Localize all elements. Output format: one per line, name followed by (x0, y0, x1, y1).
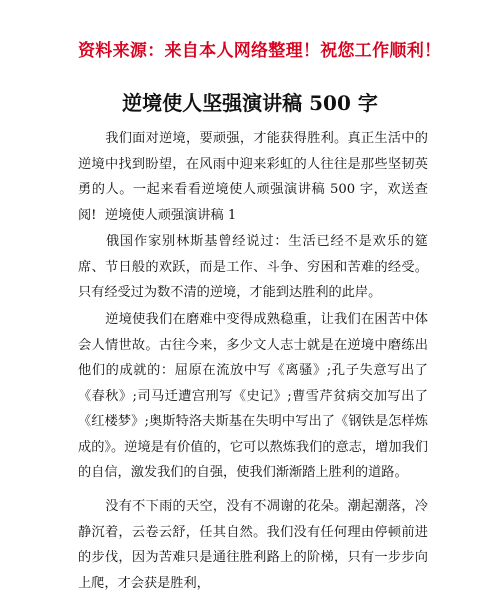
speech-subtitle (78, 203, 428, 229)
body-paragraph-1 (78, 229, 428, 306)
page-title: 逆境使人坚强演讲稿 500 字 (122, 91, 378, 115)
body-text-3: 没有不下雨的天空，没有不凋谢的花朵。潮起潮落，冷静沉着，云卷云舒，任其自然。我们没有任何理由停顿前进的步伐，因为苦难只是通往胜利路上的阶梯，只有一步步向上爬，才会获是胜利， (78, 499, 428, 591)
body-text-1: 俄国作家别林斯基曾经说过：生活已经不是欢乐的筵席、节日般的欢跃，而是工作、斗争、穷困和苦难的经受。只有经受过为数不清的逆境，才能到达胜利的此岸。 (78, 234, 428, 300)
subtitle-text: 逆境使人顽强演讲稿 1 (105, 208, 237, 223)
body-paragraph-3 (78, 494, 428, 596)
body-paragraph-2 (78, 307, 428, 486)
source-banner: 资料来源：来自本人网络整理！祝您工作顺利！ (78, 41, 442, 61)
body-text-2: 逆境使我们在磨难中变得成熟稳重，让我们在困苦中体会人情世故。古往今来，多少文人志士就是在逆境中磨练出他们的成就的：屈原在流放中写《离骚》;孔子失意写出了《春秋》;司马迁遭宫刑写《史记》;曹雪芹贫病交加写出了《红楼梦》;奥斯特洛夫斯基在失明中写出了《钢铁是怎样炼成的》。逆境是有价值的，它可以熬炼我们的意志，增加我们的自信，激发我们的自强，使我们渐渐踏上胜利的道路。 (78, 312, 428, 480)
intro-text: 我们面对逆境，要顽强，才能获得胜利。真正生活中的逆境中找到盼望，在风雨中迎来彩虹的人往往是那些坚韧英勇的人。一起来看看逆境使人顽强演讲稿 500 字，欢送查阅! (78, 131, 428, 223)
